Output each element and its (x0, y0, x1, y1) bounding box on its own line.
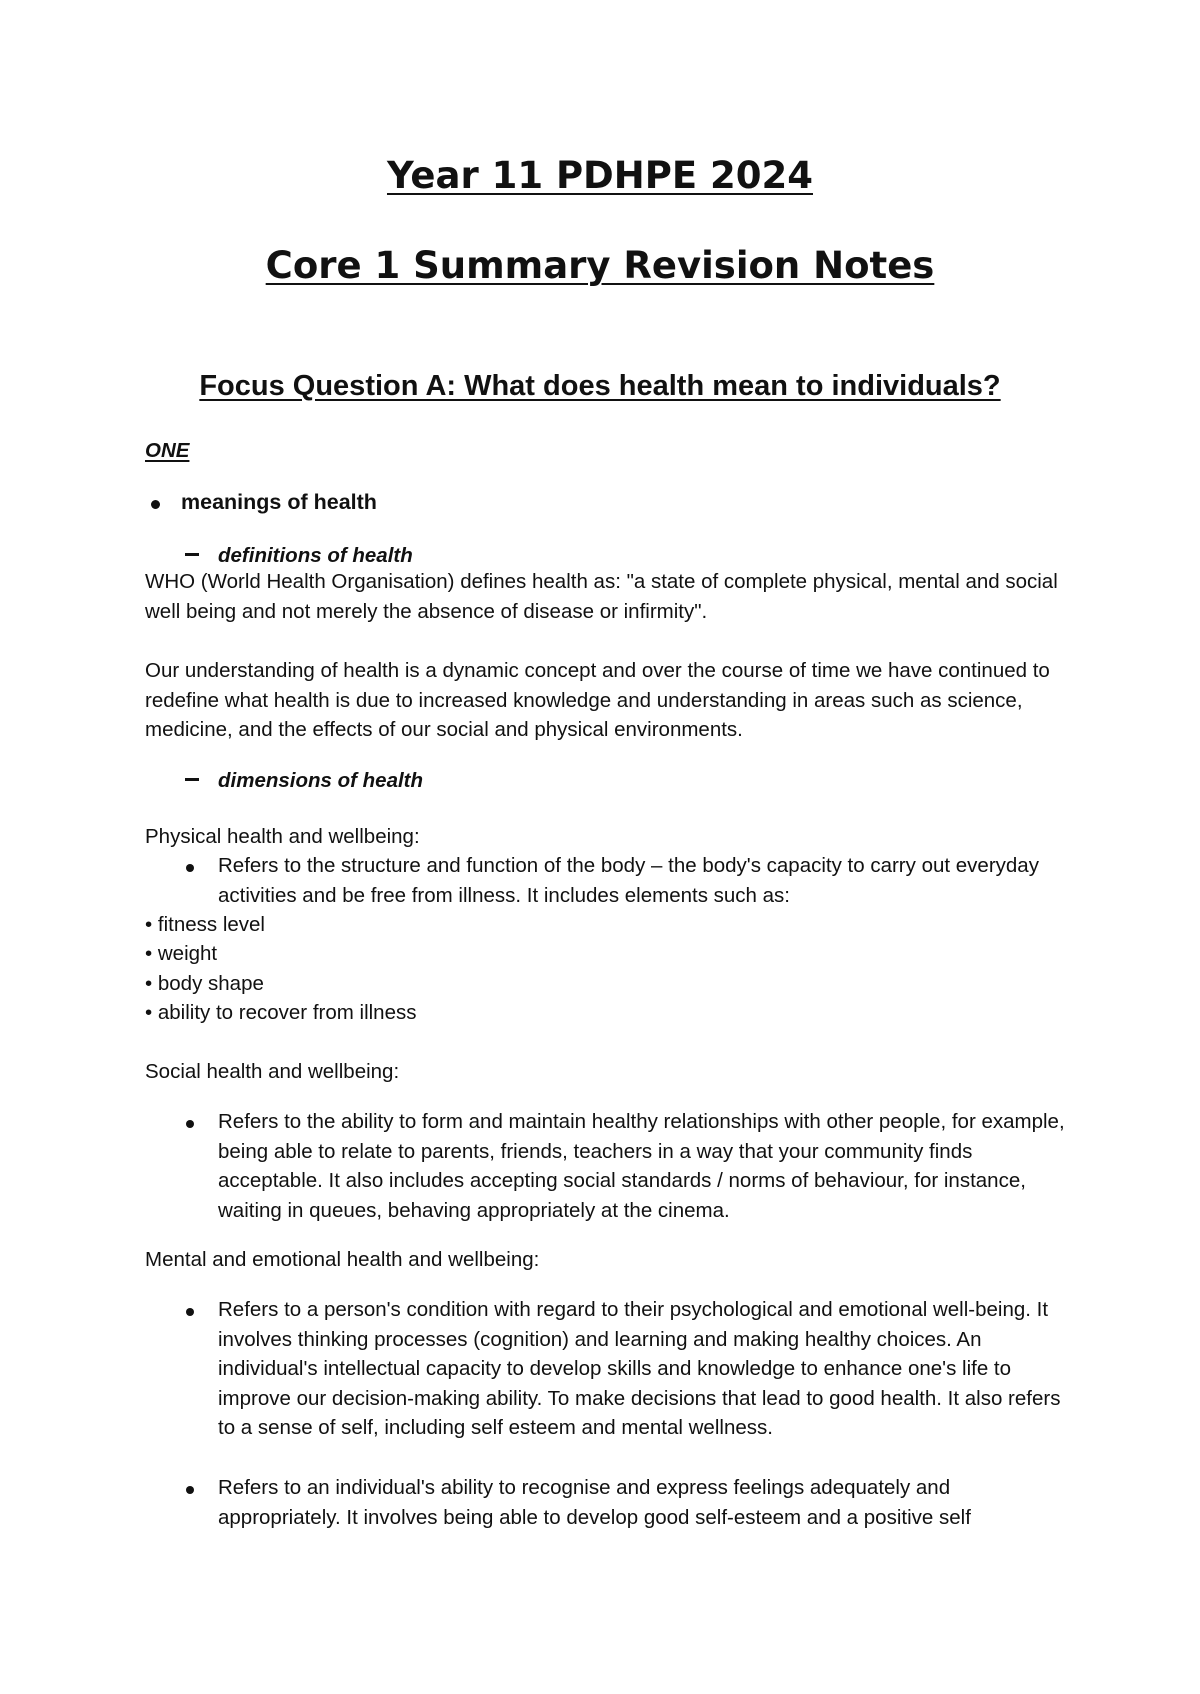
dash-icon (185, 553, 199, 556)
bullet-dot-icon (151, 500, 160, 509)
mental-health-description: Refers to a person's condition with regard to their psychological and emotional well-being. It involves thinking processes (cognition) and learning and making healthy choices. An individual's intellectual capacity to develop skills and knowledge to enhance one's life to improve our decision-making ability. To make decisions that lead to good health. It also refers to a sense of self, including self esteem and mental wellness. (218, 1298, 1061, 1439)
physical-element-item: • body shape (145, 972, 264, 995)
social-health-description: Refers to the ability to form and maintain healthy relationships with other people, for example, being able to relate to parents, friends, teachers in a way that your community finds acceptable. It also includes accepting social standards / norms of behaviour, for instance, waiting in queues, behaving appropriately at the cinema. (218, 1110, 1065, 1222)
who-definition-paragraph: WHO (World Health Organisation) defines health as: "a state of complete physical, mental and social well being and not merely the absence of disease or infirmity". (145, 570, 1058, 623)
physical-element-item: • weight (145, 942, 218, 965)
bullet-dot-icon (186, 1308, 194, 1316)
mental-health-label: Mental and emotional health and wellbeing: (145, 1248, 540, 1271)
social-health-label: Social health and wellbeing: (145, 1060, 400, 1083)
focus-question-heading: Focus Question A: What does health mean to individuals? (199, 370, 1001, 402)
section-label: ONE (145, 439, 190, 462)
dash-icon (185, 778, 199, 781)
emotional-health-description: Refers to an individual's ability to recognise and express feelings adequately and appropriately. It involves being able to develop good self-esteem and a positive self (218, 1476, 971, 1529)
bullet-dot-icon (186, 864, 194, 872)
document-title: Year 11 PDHPE 2024 (386, 154, 813, 197)
physical-health-label: Physical health and wellbeing: (145, 825, 420, 848)
topic-heading: meanings of health (181, 490, 377, 514)
physical-health-description: Refers to the structure and function of the body – the body's capacity to carry out everyday activities and be free from illness. It includes elements such as: (218, 854, 1039, 907)
definitions-heading: definitions of health (218, 544, 413, 567)
dynamic-concept-paragraph: Our understanding of health is a dynamic concept and over the course of time we have continued to redefine what health is due to increased knowledge and understanding in areas such as science, medicine, and the effects of our social and physical environments. (145, 659, 1050, 741)
physical-element-item: • fitness level (145, 913, 265, 936)
physical-element-item: • ability to recover from illness (145, 1001, 417, 1024)
dimensions-heading: dimensions of health (218, 769, 424, 792)
bullet-dot-icon (186, 1486, 194, 1494)
bullet-dot-icon (186, 1120, 194, 1128)
document-subtitle: Core 1 Summary Revision Notes (265, 244, 935, 287)
